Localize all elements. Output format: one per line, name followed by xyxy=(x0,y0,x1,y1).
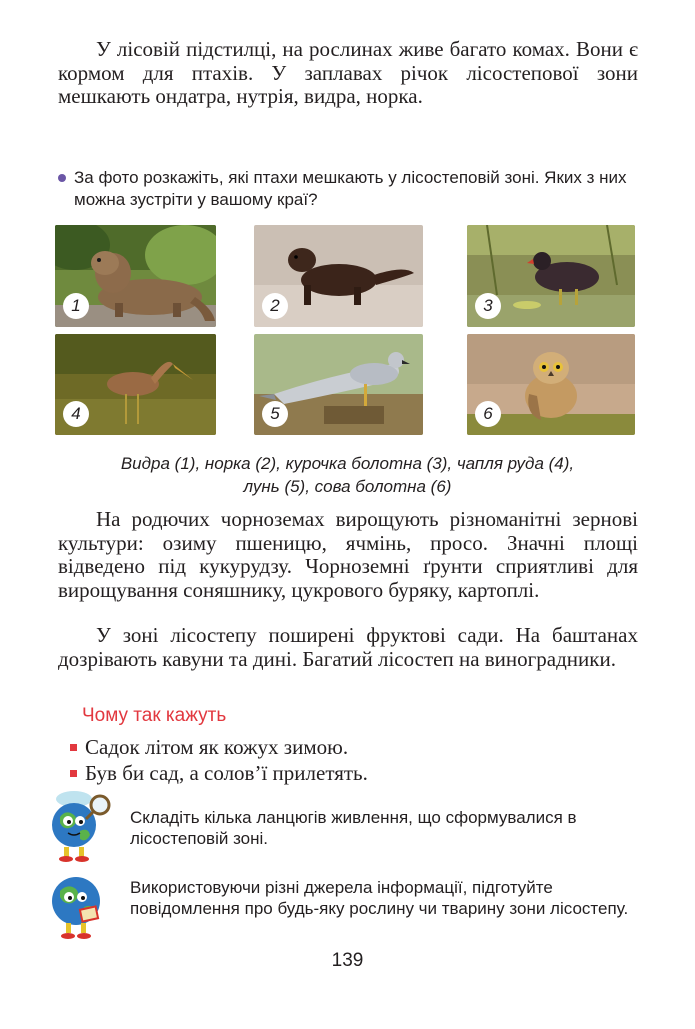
photo-number-badge: 3 xyxy=(475,293,501,319)
photo-mink xyxy=(254,225,423,327)
square-bullet xyxy=(70,770,77,777)
proverb-item xyxy=(70,735,348,760)
photo-number-badge: 1 xyxy=(63,293,89,319)
paragraph-intro: У лісовій підстилці, на рослинах живе багато комах. Вони є кормом для птахів. У заплавах річок лісостепової зони мешкають ондатра, нутрія, видра, норка. xyxy=(58,37,638,108)
question-block xyxy=(58,167,638,211)
proverb-text: Садок літом як кожух зимою. xyxy=(85,735,349,759)
photo-number-badge: 5 xyxy=(262,401,288,427)
photo-harrier xyxy=(254,334,423,435)
proverbs-title: Чому так кажуть xyxy=(82,705,227,726)
globe-mascot-magnifier-icon xyxy=(36,787,116,863)
photo-number-badge: 6 xyxy=(475,401,501,427)
task-food-chains: Складіть кілька ланцюгів живлення, що сформувалися в лісостеповій зоні. xyxy=(130,808,577,848)
photo-number-badge: 2 xyxy=(262,293,288,319)
paragraph-agriculture: На родючих чорноземах вирощують різноманітні зернові культури: озиму пшеницю, ячмінь, просо. Значні площі відведено під кукурудзу. Чорноземні ґрунти сприятливі для вирощування соняшнику, цукрового буряку, картоплі. xyxy=(58,507,638,602)
photo-caption xyxy=(40,452,655,498)
proverb-item xyxy=(70,761,368,786)
proverb-text: Був би сад, а солов’ї прилетять. xyxy=(85,761,368,785)
paragraph-gardens: У зоні лісостепу поширені фруктові сади. На баштанах дозрівають кавуни та дині. Багатий лісостеп на виноградники. xyxy=(58,623,638,671)
photo-owl xyxy=(467,334,635,435)
square-bullet xyxy=(70,744,77,751)
page-number: 139 xyxy=(331,950,364,971)
photo-otter xyxy=(55,225,216,327)
photo-number-badge: 4 xyxy=(63,401,89,427)
photo-moorhen xyxy=(467,225,635,327)
globe-mascot-book-icon xyxy=(36,867,116,943)
bullet-dot xyxy=(58,174,66,182)
question-text: За фото розкажіть, які птахи мешкають у лісостеповій зоні. Яких з них можна зустріти у вашому краї? xyxy=(74,168,627,209)
caption-line-1: Видра (1), норка (2), курочка болотна (3), чапля руда (4), xyxy=(120,454,575,473)
photo-heron xyxy=(55,334,216,435)
task-report: Використовуючи різні джерела інформації, підготуйте повідомлення про будь-яку рослину чи тварину зони лісостепу. xyxy=(130,878,629,918)
caption-line-2: лунь (5), сова болотна (6) xyxy=(243,477,452,496)
